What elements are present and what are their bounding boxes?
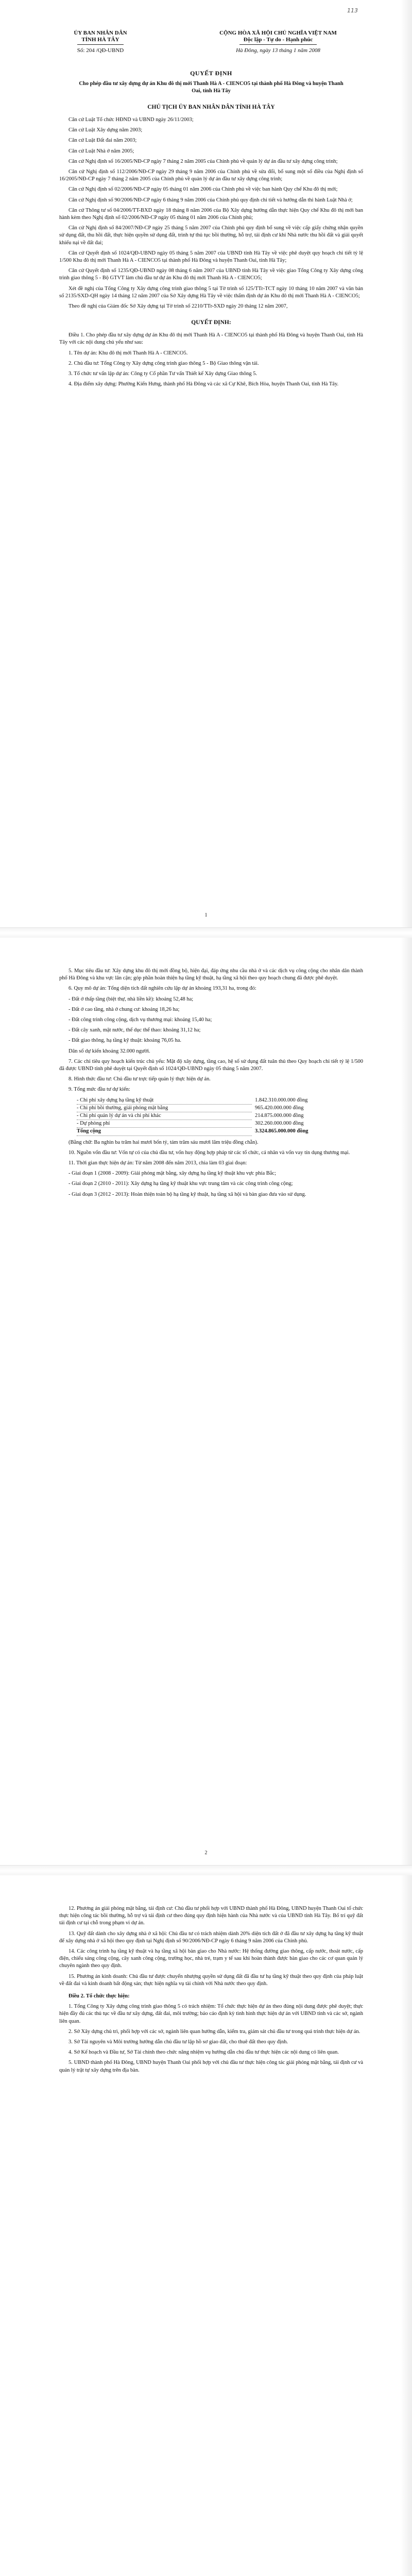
cost-label: - Dự phòng phí	[77, 1120, 252, 1128]
paragraph: (Bằng chữ: Ba nghìn ba trăm hai mươi bốn tỷ, tám trăm sáu mươi lăm triệu đồng chẵn).	[68, 1139, 259, 1145]
document-header	[59, 30, 363, 54]
paragraph: Xét đề nghị của Tổng Công ty Xây dựng công trình giao thông 5 tại Tờ trình số 125/TTr-TCT ngày 10 tháng 10 năm 2007 và văn bản số 2135/SXD-QH ngày 14 tháng 12 năm 2007 của Sở Xây dựng Hà Tây về việc thẩm định dự án Khu đô thị mới Thanh Hà A - CIENCO5;	[59, 285, 363, 299]
paragraph: 10. Nguồn vốn đầu tư: Vốn tự có của chủ đầu tư, vốn huy động hợp pháp từ các tổ chức, cá nhân và vốn vay tín dụng thương mại.	[68, 1149, 350, 1156]
cost-label: - Chi phí bồi thường, giải phóng mặt bằng	[77, 1105, 252, 1112]
cost-row	[59, 1120, 363, 1128]
paragraph: 11. Thời gian thực hiện dự án: Từ năm 2008 đến năm 2013, chia làm 03 giai đoạn:	[68, 1160, 247, 1166]
national-motto: Độc lập - Tự do - Hạnh phúc	[243, 37, 313, 43]
decision-heading: QUYẾT ĐỊNH:	[191, 319, 231, 326]
list-item: 2. Sở Xây dựng chủ trì, phối hợp với các sở, ngành liên quan hướng dẫn, kiểm tra, giám sát chủ đầu tư trong quá trình thực hiện dự án.	[68, 2028, 360, 2035]
paragraph: - Đất ở cao tầng, nhà ở chung cư: khoảng 18,26 ha;	[68, 1006, 180, 1012]
issuer-line-1: ỦY BAN NHÂN DÂN	[74, 30, 127, 36]
list-item: 3. Tổ chức tư vấn lập dự án: Công ty Cổ phần Tư vấn Thiết kế Xây dựng Giao thông 5.	[68, 371, 258, 377]
cost-label: - Chi phí quản lý dự án và chi phí khác	[77, 1112, 252, 1120]
paragraph: Căn cứ Luật Tổ chức HĐND và UBND ngày 26/11/2003;	[68, 117, 194, 123]
national-title: CỘNG HÒA XÃ HỘI CHỦ NGHĨA VIỆT NAM	[219, 30, 337, 36]
paragraph: Căn cứ Quyết định số 1024/QĐ-UBND ngày 05 tháng 5 năm 2007 của UBND tỉnh Hà Tây về việc phê duyệt quy hoạch chi tiết tỷ lệ 1/500 Khu đô thị mới Thanh Hà A - CIENCO5 tại thành phố Hà Đông và huyện Thanh Oai, tỉnh Hà Tây;	[59, 250, 363, 264]
document-title: QUYẾT ĐỊNH	[190, 70, 232, 77]
list-item: 5. UBND thành phố Hà Đông, UBND huyện Thanh Oai phối hợp với chủ đầu tư thực hiện công tác giải phóng mặt bằng, tái định cư và quản lý trật tự xây dựng trên địa bàn.	[59, 2060, 363, 2073]
document-subtitle: Cho phép đầu tư xây dựng dự án Khu đô thị mới Thanh Hà A - CIENCO5 tại thành phố Hà Đông và huyện Thanh Oai, tỉnh Hà Tây	[79, 81, 344, 94]
document-page-3	[0, 1875, 412, 2576]
cost-value: 965.420.000.000 đồng	[255, 1105, 304, 1111]
issuer-block	[59, 30, 142, 54]
paragraph: 7. Các chỉ tiêu quy hoạch kiến trúc chủ yếu: Mật độ xây dựng, tầng cao, hệ số sử dụng đất tuân thủ theo Quy hoạch chi tiết tỷ lệ 1/500 đã được UBND tỉnh phê duyệt tại Quyết định số 1024/QĐ-UBND ngày 05 tháng 5 năm 2007.	[59, 1058, 363, 1072]
paragraph: 13. Quỹ đất dành cho xây dựng nhà ở xã hội: Chủ đầu tư có trách nhiệm dành 20% diện tích đất ở đã đầu tư xây dựng hạ tầng kỹ thuật để xây dựng nhà ở xã hội theo quy định tại Nghị định số 90/2006/NĐ-CP ngày 6 tháng 9 năm 2006 của Chính phủ.	[59, 1930, 363, 1944]
paragraph: Căn cứ Nghị định số 84/2007/NĐ-CP ngày 25 tháng 5 năm 2007 của Chính phủ quy định bổ sung về việc cấp giấy chứng nhận quyền sử dụng đất, thu hồi đất, thực hiện quyền sử dụng đất, trình tự thủ tục bồi thường, hỗ trợ, tái định cư khi Nhà nước thu hồi đất và giải quyết khiếu nại về đất đai;	[59, 225, 363, 246]
paragraph: Dân số dự kiến khoảng 32.000 người.	[68, 1048, 150, 1054]
list-item: 4. Địa điểm xây dựng: Phường Kiến Hưng, thành phố Hà Đông và các xã Cự Khê, Bích Hòa, huyện Thanh Oai, tỉnh Hà Tây.	[68, 381, 339, 387]
list-item: 4. Sở Kế hoạch và Đầu tư, Sở Tài chính theo chức năng nhiệm vụ hướng dẫn chủ đầu tư thực hiện các nội dung có liên quan.	[68, 2049, 339, 2056]
page-number: 1	[204, 912, 208, 918]
national-motto-block	[193, 30, 363, 54]
document-page-2	[0, 938, 412, 1865]
article-2: Điều 2. Tổ chức thực hiện:	[68, 1993, 130, 1999]
paragraph: - Đất cây xanh, mặt nước, thể dục thể thao: khoảng 31,12 ha;	[68, 1027, 201, 1033]
document-page-1	[0, 0, 412, 927]
paragraph: 6. Quy mô dự án: Tổng diện tích đất nghiên cứu lập dự án khoảng 193,31 ha, trong đó:	[68, 986, 256, 992]
paragraph: 9. Tổng mức đầu tư dự kiến:	[68, 1087, 130, 1093]
list-item: 1. Tên dự án: Khu đô thị mới Thanh Hà A - CIENCO5.	[68, 350, 188, 356]
issuer-line-2: TỈNH HÀ TÂY	[81, 37, 119, 43]
paragraph: - Đất ở thấp tầng (biệt thự, nhà liền kề): khoảng 52,48 ha;	[68, 996, 194, 1002]
paragraph: Căn cứ Nghị định số 112/2006/NĐ-CP ngày 29 tháng 9 năm 2006 của Chính phủ về sửa đổi, bổ sung một số điều của Nghị định số 16/2005/NĐ-CP ngày 7 tháng 2 năm 2005 của Chính phủ về quản lý dự án đầu tư xây dựng công trình;	[59, 169, 363, 182]
cost-row	[59, 1112, 363, 1120]
cost-value: 1.842.310.000.000 đồng	[255, 1097, 308, 1103]
paragraph: Căn cứ Luật Nhà ở năm 2005;	[68, 148, 134, 154]
paragraph: 8. Hình thức đầu tư: Chủ đầu tư trực tiếp quản lý thực hiện dự án.	[68, 1076, 211, 1082]
authority-heading: CHỦ TỊCH ỦY BAN NHÂN DÂN TỈNH HÀ TÂY	[147, 104, 275, 110]
paragraph: Căn cứ Thông tư số 04/2006/TT-BXD ngày 18 tháng 8 năm 2006 của Bộ Xây dựng hướng dẫn thực hiện Quy chế Khu đô thị mới ban hành kèm theo Nghị định số 02/2006/NĐ-CP ngày 05 tháng 01 năm 2006 của Chính phủ;	[59, 207, 363, 221]
list-item: 3. Sở Tài nguyên và Môi trường hướng dẫn chủ đầu tư lập hồ sơ giao đất, cho thuê đất theo quy định.	[68, 2039, 288, 2045]
paragraph: Căn cứ Quyết định số 1235/QĐ-UBND ngày 08 tháng 6 năm 2007 của UBND tỉnh Hà Tây về việc giao Tổng Công ty Xây dựng công trình giao thông 5 - Bộ GTVT làm chủ đầu tư dự án Khu đô thị mới Thanh Hà A - CIENCO5;	[59, 268, 363, 281]
paragraph: - Đất công trình công cộng, dịch vụ thương mại: khoảng 15,40 ha;	[68, 1017, 212, 1023]
cost-row	[59, 1105, 363, 1112]
paragraph: - Đất giao thông, hạ tầng kỹ thuật: khoảng 76,05 ha.	[68, 1038, 181, 1044]
document-date: Hà Đông, ngày 13 tháng 1 năm 2008	[236, 47, 320, 54]
paragraph: Căn cứ Luật Đất đai năm 2003;	[68, 138, 137, 144]
cost-total-row	[59, 1128, 363, 1136]
paragraph: - Giai đoạn 2 (2010 - 2011): Xây dựng hạ tầng kỹ thuật khu vực trung tâm và các công trình công cộng;	[68, 1181, 293, 1187]
scan-edge	[401, 1875, 412, 2576]
list-item: 1. Tổng Công ty Xây dựng công trình giao thông 5 có trách nhiệm: Tổ chức thực hiện dự án theo đúng nội dung được phê duyệt; thực hiện đầy đủ các thủ tục về đầu tư xây dựng, đất đai, môi trường; báo cáo định kỳ tình hình thực hiện dự án với UBND tỉnh và các sở, ngành liên quan.	[59, 2004, 363, 2024]
paragraph: 12. Phương án giải phóng mặt bằng, tái định cư: Chủ đầu tư phối hợp với UBND thành phố Hà Đông, UBND huyện Thanh Oai tổ chức thực hiện công tác bồi thường, hỗ trợ và tái định cư theo đúng quy định hiện hành của Nhà nước và của UBND tỉnh Hà Tây. Bố trí quỹ đất tái định cư tại chỗ trong phạm vi dự án.	[59, 1906, 363, 1926]
paragraph: 5. Mục tiêu đầu tư: Xây dựng khu đô thị mới đồng bộ, hiện đại, đáp ứng nhu cầu nhà ở và các dịch vụ công cộng cho nhân dân thành phố Hà Đông và khu vực lân cận; góp phần hoàn thiện hạ tầng kỹ thuật, hạ tầng xã hội theo quy hoạch chung đã được phê duyệt.	[59, 968, 363, 981]
paragraph: Căn cứ Nghị định số 16/2005/NĐ-CP ngày 7 tháng 2 năm 2005 của Chính phủ về quản lý dự án đầu tư xây dựng công trình;	[68, 158, 338, 164]
header-rule	[77, 44, 124, 45]
scan-edge	[401, 938, 412, 1865]
cost-value: 214.875.000.000 đồng	[255, 1113, 304, 1119]
article-1: Điều 1. Cho phép đầu tư xây dựng dự án Khu đô thị mới Thanh Hà A - CIENCO5 tại thành phố Hà Đông và huyện Thanh Oai, tỉnh Hà Tây với các nội dung chủ yếu như sau:	[59, 332, 363, 346]
paragraph: - Giai đoạn 3 (2012 - 2013): Hoàn thiện toàn bộ hạ tầng kỹ thuật, hạ tầng xã hội và bàn giao đưa vào sử dụng.	[68, 1191, 306, 1197]
cost-label: Tổng cộng	[77, 1128, 252, 1136]
paragraph: Căn cứ Luật Xây dựng năm 2003;	[68, 127, 143, 133]
page-separator	[0, 1865, 412, 1876]
scan-edge	[401, 0, 412, 927]
paragraph: Căn cứ Nghị định số 02/2006/NĐ-CP ngày 05 tháng 01 năm 2006 của Chính phủ về việc ban hành Quy chế Khu đô thị mới;	[68, 187, 338, 193]
cost-label: - Chi phí xây dựng hạ tầng kỹ thuật	[77, 1097, 252, 1105]
paragraph: Căn cứ Nghị định số 90/2006/NĐ-CP ngày 6 tháng 9 năm 2006 của Chính phủ quy định chi tiết và hướng dẫn thi hành Luật Nhà ở;	[68, 197, 353, 203]
page-separator	[0, 927, 412, 939]
list-item: 2. Chủ đầu tư: Tổng Công ty Xây dựng công trình giao thông 5 - Bộ Giao thông vận tải.	[68, 360, 259, 366]
paragraph: 15. Phương án kinh doanh: Chủ đầu tư được chuyển nhượng quyền sử dụng đất đã đầu tư hạ tầng kỹ thuật theo quy định của pháp luật về đất đai và kinh doanh bất động sản; thực hiện nghĩa vụ tài chính với Nhà nước theo quy định.	[59, 1973, 363, 1987]
document-number: Số: 204 /QĐ-UBND	[77, 47, 124, 54]
paragraph: Theo đề nghị của Giám đốc Sở Xây dựng tại Tờ trình số 2210/TTr-SXD ngày 20 tháng 12 năm 2007,	[68, 303, 288, 310]
header-rule	[239, 44, 317, 45]
cost-value: 3.324.865.000.000 đồng	[255, 1128, 308, 1134]
cost-value: 302.260.000.000 đồng	[255, 1121, 304, 1127]
paragraph: 14. Các công trình hạ tầng kỹ thuật và hạ tầng xã hội bàn giao cho Nhà nước: Hệ thống đường giao thông, cấp nước, thoát nước, cấp điện, chiếu sáng công cộng, cây xanh công cộng, trường học, nhà trẻ, trạm y tế sau khi hoàn thành được bàn giao cho các cơ quan quản lý chuyên ngành theo quy định.	[59, 1948, 363, 1969]
cost-row	[59, 1097, 363, 1105]
handwritten-annotation: 113	[347, 7, 358, 14]
paragraph: - Giai đoạn 1 (2008 - 2009): Giải phóng mặt bằng, xây dựng hạ tầng kỹ thuật khu vực phía Bắc;	[68, 1171, 277, 1177]
page-number: 2	[204, 1850, 208, 1856]
